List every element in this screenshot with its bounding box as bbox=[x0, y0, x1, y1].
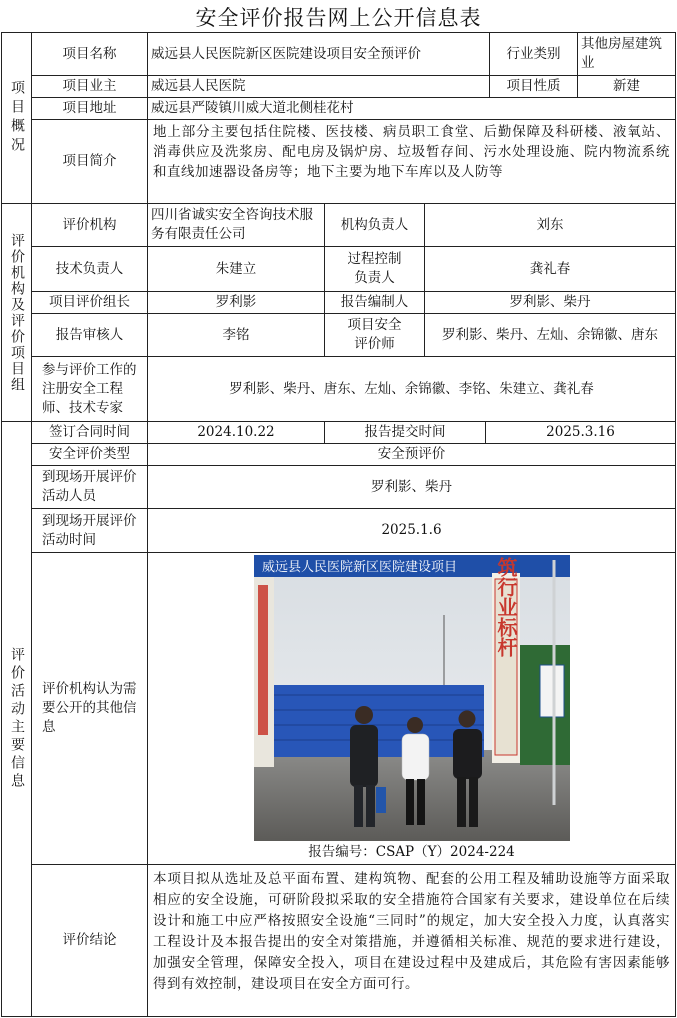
process-label: 过程控制负责人 bbox=[324, 246, 425, 292]
address-label: 项目地址 bbox=[31, 97, 148, 120]
assessors-label: 项目安全评价师 bbox=[324, 313, 425, 357]
nature-value: 新建 bbox=[577, 75, 676, 98]
submit-label: 报告提交时间 bbox=[324, 421, 486, 444]
leader-label: 项目评价组长 bbox=[31, 291, 148, 314]
photo-banner-text: 威远县人民医院新区医院建设项目 bbox=[261, 560, 457, 575]
nature-label: 项目性质 bbox=[489, 75, 578, 98]
org-label: 评价机构 bbox=[31, 203, 148, 247]
onsite-time-label: 到现场开展评价活动时间 bbox=[31, 508, 148, 553]
other-info-label: 评价机构认为需要公开的其他信息 bbox=[31, 552, 148, 865]
section-overview: 项目概况 bbox=[1, 32, 32, 204]
writer-value: 罗利影、柴丹 bbox=[424, 291, 676, 314]
contract-label: 签订合同时间 bbox=[31, 421, 148, 444]
type-value: 安全预评价 bbox=[147, 443, 676, 466]
page-title: 安全评价报告网上公开信息表 bbox=[195, 6, 482, 30]
industry-label: 行业类别 bbox=[489, 32, 578, 76]
type-label: 安全评价类型 bbox=[31, 443, 148, 466]
section-agency: 评价机构及评价项目组 bbox=[1, 203, 32, 422]
address-value: 威远县严陵镇川威大道北侧桂花村 bbox=[147, 97, 676, 120]
other-info-panel bbox=[147, 552, 676, 865]
industry-value: 其他房屋建筑业 bbox=[577, 32, 676, 76]
leader-value: 罗利影 bbox=[147, 291, 325, 314]
onsite-people-value: 罗利影、柴丹 bbox=[147, 465, 676, 509]
experts-value: 罗利影、柴丹、唐东、左灿、余锦徽、李铭、朱建立、龚礼春 bbox=[147, 356, 676, 422]
intro-label: 项目简介 bbox=[31, 119, 148, 204]
photo-sign-text: 筑行业标杆 bbox=[493, 557, 518, 657]
project-name-value: 威远县人民医院新区医院建设项目安全预评价 bbox=[147, 32, 490, 76]
reviewer-value: 李铭 bbox=[147, 313, 325, 357]
report-number: 报告编号：CSAP（Y）2024-224 bbox=[308, 844, 515, 860]
site-photo bbox=[254, 555, 570, 841]
section-activity: 评价活动主要信息 bbox=[1, 421, 32, 1017]
writer-label: 报告编制人 bbox=[324, 291, 425, 314]
onsite-time-value: 2025.1.6 bbox=[147, 508, 676, 553]
process-value: 龚礼春 bbox=[424, 246, 676, 292]
org-value: 四川省诚实安全咨询技术服务有限责任公司 bbox=[147, 203, 325, 247]
assessors-value: 罗利影、柴丹、左灿、余锦徽、唐东 bbox=[424, 313, 676, 357]
head-label: 机构负责人 bbox=[324, 203, 425, 247]
intro-value: 地上部分主要包括住院楼、医技楼、病员职工食堂、后勤保障及科研楼、液氧站、消毒供应及洗浆房、配电房及锅炉房、垃圾暂存间、污水处理设施、院内物流系统和直线加速器设备房等；地下主要为地下车库以及人防等 bbox=[147, 119, 676, 204]
tech-value: 朱建立 bbox=[147, 246, 325, 292]
submit-value: 2025.3.16 bbox=[485, 421, 676, 444]
head-value: 刘东 bbox=[424, 203, 676, 247]
project-name-label: 项目名称 bbox=[31, 32, 148, 76]
owner-value: 威远县人民医院 bbox=[147, 75, 490, 98]
owner-label: 项目业主 bbox=[31, 75, 148, 98]
reviewer-label: 报告审核人 bbox=[31, 313, 148, 357]
onsite-people-label: 到现场开展评价活动人员 bbox=[31, 465, 148, 509]
conclusion-label: 评价结论 bbox=[31, 864, 148, 1017]
tech-label: 技术负责人 bbox=[31, 246, 148, 292]
experts-label: 参与评价工作的注册安全工程师、技术专家 bbox=[31, 356, 148, 422]
conclusion-value: 本项目拟从选址及总平面布置、建构筑物、配套的公用工程及辅助设施等方面采取相应的安全设施，可研阶段拟采取的安全措施符合国家有关要求，建设单位在后续设计和施工中应严格按照安全设施“三同时”的规定，加大安全投入力度，认真落实工程设计及本报告提出的安全对策措施，并遵循相关标准、规范的要求进行建设，加强安全管理，保障安全投入，项目在建设过程中及建成后，其危险有害因素能够得到有效控制，建设项目在安全方面可行。 bbox=[147, 864, 676, 1017]
contract-value: 2024.10.22 bbox=[147, 421, 325, 444]
